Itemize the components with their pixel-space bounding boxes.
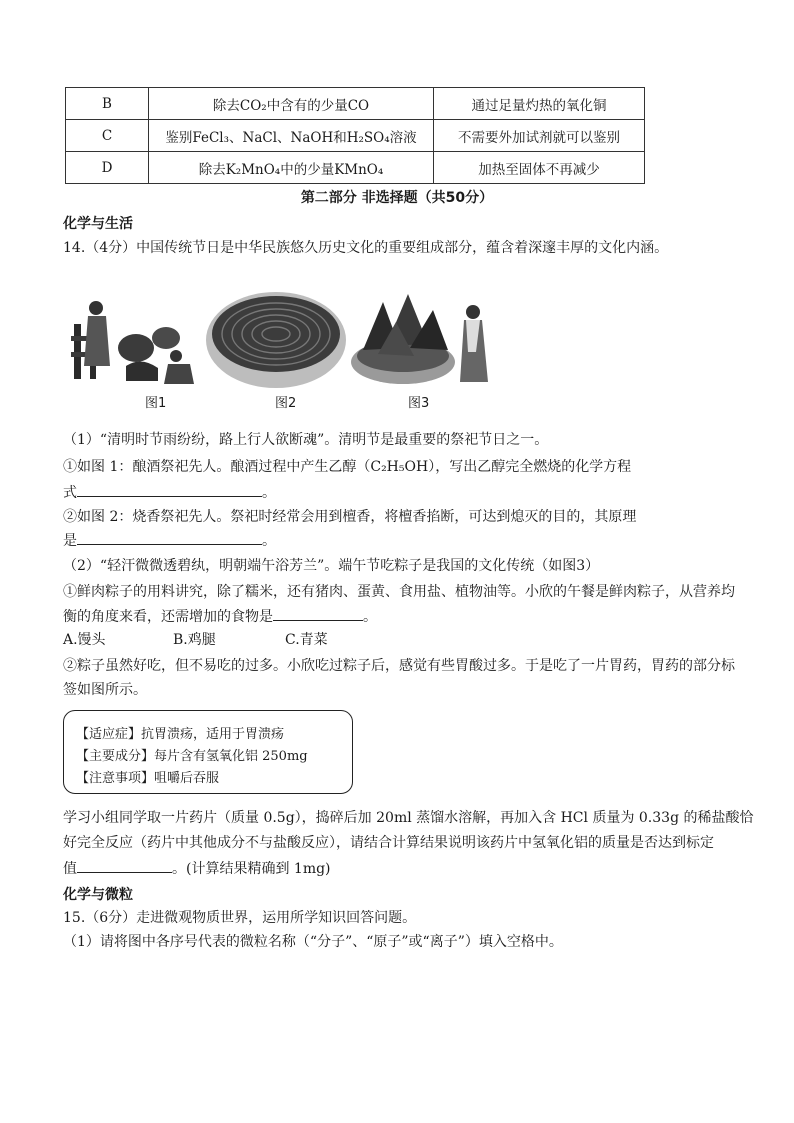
figure-1-wine-offering-image — [66, 286, 206, 386]
table-row — [66, 152, 645, 184]
period: 。 — [262, 533, 276, 549]
answer-blank[interactable] — [77, 858, 172, 873]
period: 。 — [262, 485, 276, 501]
q14-part2-a-answer — [63, 606, 733, 627]
heading-chemistry-particles: 化学与微粒 — [63, 887, 133, 903]
choice-b[interactable]: B.鸡腿 — [173, 632, 216, 648]
q15-intro: 15.（6分）走进微观物质世界，运用所学知识回答问题。 — [63, 910, 417, 926]
q15-part1: （1）请将图中各序号代表的微粒名称（“分子”、“原子”或“离子”）填入空格中。 — [63, 934, 563, 950]
option-label: D — [66, 152, 149, 184]
option-purpose: 鉴别FeCl₃、NaCl、NaOH和H₂SO₄溶液 — [149, 120, 434, 152]
label-precaution: 【注意事项】咀嚼后吞服 — [76, 771, 220, 786]
period: 。 — [363, 609, 377, 625]
q14-calc-2: 好完全反应（药片中其他成分不与盐酸反应），请结合计算结果说明该药片中氢氧化铝的质量是否达到标定 — [63, 835, 714, 851]
heading-chemistry-life: 化学与生活 — [63, 216, 133, 232]
option-method: 加热至固体不再减少 — [434, 152, 645, 184]
q14-calc-note: 。(计算结果精确到 1mg) — [172, 861, 331, 877]
figure-3-zongzi-image — [348, 282, 496, 392]
q14-part1-a-label: 式 — [63, 485, 77, 501]
option-label: B — [66, 88, 149, 120]
option-method: 不需要外加试剂就可以鉴别 — [434, 120, 645, 152]
answer-blank[interactable] — [77, 530, 262, 545]
option-purpose: 除去K₂MnO₄中的少量KMnO₄ — [149, 152, 434, 184]
q14-part2-a: ①鲜肉粽子的用料讲究，除了糯米，还有猪肉、蛋黄、食用盐、植物油等。小欣的午餐是鲜肉粽子，从营养均 — [63, 584, 735, 600]
q14-part2-b: ②粽子虽然好吃，但不易吃的过多。小欣吃过粽子后，感觉有些胃酸过多。于是吃了一片胃药，胃药的部分标 — [63, 658, 735, 674]
q14-part1-a: ①如图 1：酿酒祭祀先人。酿酒过程中产生乙醇（C₂H₅OH），写出乙醇完全燃烧的化学方程 — [63, 459, 632, 475]
table-row — [66, 88, 645, 120]
option-method: 通过足量灼热的氧化铜 — [434, 88, 645, 120]
q14-part1: （1）“清明时节雨纷纷，路上行人欲断魂”。清明节是最重要的祭祀节日之一。 — [63, 432, 549, 448]
q14-intro: 14.（4分）中国传统节日是中华民族悠久历史文化的重要组成部分，蕴含着深邃丰厚的文化内涵。 — [63, 240, 669, 256]
q14-choices — [63, 630, 733, 650]
q14-part1-b: ②如图 2：烧香祭祀先人。祭祀时经常会用到檀香，将檀香掐断，可达到熄灭的目的，其原理 — [63, 509, 637, 525]
label-ingredient: 【主要成分】每片含有氢氧化铝 250mg — [76, 749, 308, 764]
figure-2-caption: 图2 — [275, 396, 297, 411]
table-row — [66, 120, 645, 152]
figure-2-incense-coil-image — [204, 280, 349, 392]
figure-3-caption: 图3 — [408, 396, 430, 411]
choice-c[interactable]: C.青菜 — [285, 632, 328, 648]
q14-calc-3 — [63, 858, 733, 879]
label-indication: 【适应症】抗胃溃疡，适用于胃溃疡 — [76, 727, 285, 742]
figure-1-caption: 图1 — [145, 396, 167, 411]
section-title: 第二部分 非选择题（共50分） — [300, 190, 494, 206]
q14-part1-a-answer — [63, 482, 733, 503]
q14-calc-1: 学习小组同学取一片药片（质量 0.5g），捣碎后加 20ml 蒸馏水溶解，再加入含 HCl 质量为 0.33g 的稀盐酸恰 — [63, 810, 754, 826]
q14-part1-b-label: 是 — [63, 533, 77, 549]
option-purpose: 除去CO₂中含有的少量CO — [149, 88, 434, 120]
options-table — [65, 87, 645, 184]
answer-blank[interactable] — [273, 606, 363, 621]
choice-a[interactable]: A.馒头 — [63, 632, 106, 648]
q14-calc-label: 值 — [63, 861, 77, 877]
option-label: C — [66, 120, 149, 152]
q14-part1-b-answer — [63, 530, 733, 551]
answer-blank[interactable] — [77, 482, 262, 497]
q14-part2-a-label: 衡的角度来看，还需增加的食物是 — [63, 609, 273, 625]
medicine-label — [63, 710, 353, 794]
q14-part2: （2）“轻汗微微透碧纨，明朝端午浴芳兰”。端午节吃粽子是我国的文化传统（如图3） — [63, 558, 600, 574]
q14-part2-b-cont: 签如图所示。 — [63, 682, 147, 698]
